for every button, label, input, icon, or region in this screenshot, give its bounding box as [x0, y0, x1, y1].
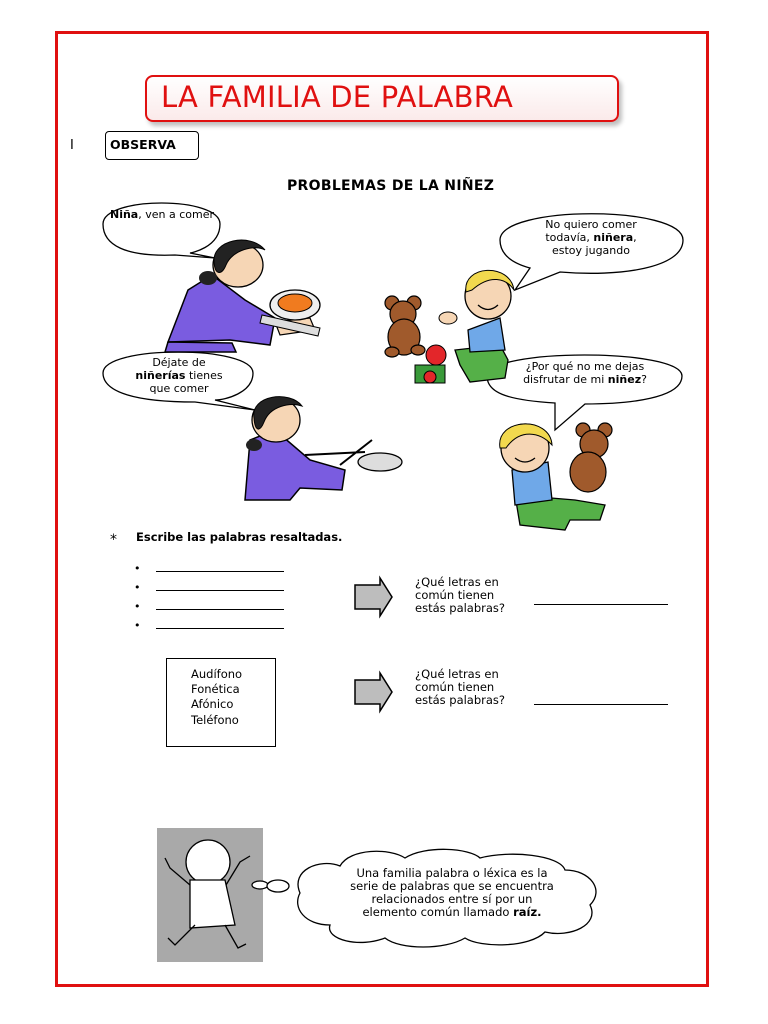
section-subtitle: PROBLEMAS DE LA NIÑEZ: [287, 178, 495, 194]
section-numeral: I: [70, 138, 74, 153]
bubble-ninera-text: No quiero comer todavía, niñera, estoy jugando: [545, 218, 637, 257]
word-item: Audífono: [191, 667, 243, 681]
definition-text: Una familia palabra o léxica es la serie de palabras que se encuentra relacionados entre sí por un elemento común llamado raíz.: [350, 866, 554, 919]
bubble-nina-text: Niña, ven a comer: [110, 208, 214, 221]
word-item: Teléfono: [191, 713, 239, 727]
word-item: Afónico: [191, 697, 234, 711]
bubble-ninez-text: ¿Por qué no me dejas disfrutar de mi niñez?: [523, 360, 647, 386]
page-title: LA FAMILIA DE PALABRA: [161, 80, 513, 114]
question-1: ¿Qué letras en común tienen estás palabras?: [415, 575, 506, 615]
observa-label: OBSERVA: [110, 137, 176, 152]
bullet: •: [134, 600, 141, 613]
bubble-nineria-text: Déjate de niñerías tienes que comer: [135, 356, 223, 395]
word-item: Fonética: [191, 682, 240, 696]
instruction-text: Escribe las palabras resaltadas.: [136, 530, 343, 544]
instruction-star: *: [110, 532, 117, 548]
running-child-drawing: [165, 840, 250, 948]
bullet: •: [134, 581, 141, 594]
bullet: •: [134, 562, 141, 575]
bullet: •: [134, 619, 141, 632]
question-2: ¿Qué letras en común tienen estás palabras?: [415, 667, 506, 707]
